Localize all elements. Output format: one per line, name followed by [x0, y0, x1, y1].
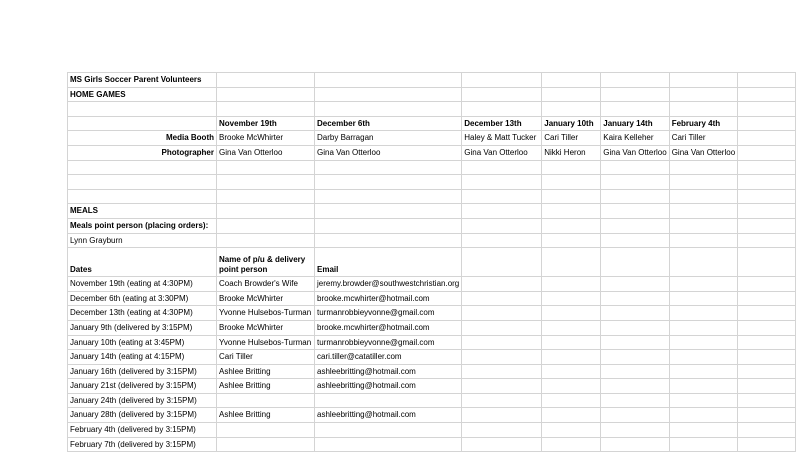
- meal-date: February 4th (delivered by 3:15PM): [68, 423, 217, 438]
- empty-cell: [738, 364, 796, 379]
- empty-cell: [669, 291, 737, 306]
- empty-cell: [542, 248, 601, 277]
- empty-cell: [669, 204, 737, 219]
- sheet-row: [68, 437, 796, 452]
- empty-cell: [68, 102, 217, 117]
- empty-cell: [68, 116, 217, 131]
- meal-date: January 28th (delivered by 3:15PM): [68, 408, 217, 423]
- game-date-header: December 13th: [462, 116, 542, 131]
- empty-cell: [217, 189, 315, 204]
- empty-cell: [738, 218, 796, 233]
- empty-cell: [738, 335, 796, 350]
- meal-volunteer: Brooke McWhirter: [217, 320, 315, 335]
- meal-date: January 14th (eating at 4:15PM): [68, 350, 217, 365]
- empty-cell: [542, 393, 601, 408]
- role-volunteer: Gina Van Otterloo: [315, 145, 462, 160]
- empty-cell: [462, 189, 542, 204]
- empty-cell: [738, 248, 796, 277]
- role-volunteer: Gina Van Otterloo: [462, 145, 542, 160]
- role-label: Photographer: [68, 145, 217, 160]
- role-volunteer: Gina Van Otterloo: [601, 145, 669, 160]
- empty-cell: [217, 102, 315, 117]
- sheet-row: [68, 116, 796, 131]
- empty-cell: [601, 102, 669, 117]
- meal-email: jeremy.browder@southwestchristian.org: [315, 277, 462, 292]
- empty-cell: [462, 393, 542, 408]
- role-volunteer: Brooke McWhirter: [217, 131, 315, 146]
- empty-cell: [601, 306, 669, 321]
- role-volunteer: Cari Tiller: [542, 131, 601, 146]
- role-volunteer: Haley & Matt Tucker: [462, 131, 542, 146]
- sheet-row: [68, 320, 796, 335]
- meal-email: [315, 437, 462, 452]
- empty-cell: [462, 320, 542, 335]
- meals-point-person: Lynn Grayburn: [68, 233, 217, 248]
- role-volunteer: Gina Van Otterloo: [217, 145, 315, 160]
- empty-cell: [601, 423, 669, 438]
- sheet-row: [68, 423, 796, 438]
- empty-cell: [738, 320, 796, 335]
- meal-volunteer: Yvonne Hulsebos-Turman: [217, 335, 315, 350]
- meal-date: December 6th (eating at 3:30PM): [68, 291, 217, 306]
- empty-cell: [669, 335, 737, 350]
- sheet-row: [68, 189, 796, 204]
- email-header: Email: [315, 248, 462, 277]
- empty-cell: [315, 189, 462, 204]
- meal-email: ashleebritting@hotmail.com: [315, 364, 462, 379]
- empty-cell: [738, 102, 796, 117]
- meal-volunteer: Coach Browder's Wife: [217, 277, 315, 292]
- sheet-row: [68, 350, 796, 365]
- empty-cell: [217, 218, 315, 233]
- empty-cell: [669, 277, 737, 292]
- meal-volunteer: Ashlee Britting: [217, 364, 315, 379]
- empty-cell: [315, 73, 462, 88]
- meal-email: cari.tiller@catatiller.com: [315, 350, 462, 365]
- meals-point-person-label: Meals point person (placing orders):: [68, 218, 217, 233]
- role-volunteer: Darby Barragan: [315, 131, 462, 146]
- empty-cell: [462, 437, 542, 452]
- sheet-row: [68, 306, 796, 321]
- empty-cell: [542, 233, 601, 248]
- empty-cell: [669, 160, 737, 175]
- meals-heading: MEALS: [68, 204, 217, 219]
- empty-cell: [601, 204, 669, 219]
- empty-cell: [462, 218, 542, 233]
- empty-cell: [738, 277, 796, 292]
- meal-date: February 7th (delivered by 3:15PM): [68, 437, 217, 452]
- empty-cell: [462, 87, 542, 102]
- meal-email: [315, 393, 462, 408]
- volunteer-sheet: [67, 72, 796, 452]
- empty-cell: [601, 218, 669, 233]
- empty-cell: [601, 335, 669, 350]
- empty-cell: [738, 189, 796, 204]
- meal-volunteer: [217, 437, 315, 452]
- meal-email: ashleebritting@hotmail.com: [315, 408, 462, 423]
- empty-cell: [315, 233, 462, 248]
- meal-date: November 19th (eating at 4:30PM): [68, 277, 217, 292]
- meal-email: ashleebritting@hotmail.com: [315, 379, 462, 394]
- empty-cell: [462, 306, 542, 321]
- empty-cell: [542, 364, 601, 379]
- sheet-row: [68, 335, 796, 350]
- meal-date: January 16th (delivered by 3:15PM): [68, 364, 217, 379]
- empty-cell: [669, 364, 737, 379]
- empty-cell: [315, 218, 462, 233]
- sheet-row: [68, 145, 796, 160]
- empty-cell: [601, 350, 669, 365]
- empty-cell: [542, 175, 601, 190]
- empty-cell: [669, 102, 737, 117]
- empty-cell: [542, 423, 601, 438]
- meal-email: brooke.mcwhirter@hotmail.com: [315, 320, 462, 335]
- empty-cell: [601, 379, 669, 394]
- empty-cell: [669, 320, 737, 335]
- sheet-row: [68, 87, 796, 102]
- empty-cell: [542, 291, 601, 306]
- empty-cell: [669, 379, 737, 394]
- meal-email: turmanrobbieyvonne@gmail.com: [315, 306, 462, 321]
- empty-cell: [462, 102, 542, 117]
- empty-cell: [462, 277, 542, 292]
- meal-volunteer: [217, 423, 315, 438]
- empty-cell: [601, 393, 669, 408]
- meal-date: January 10th (eating at 3:45PM): [68, 335, 217, 350]
- meal-date: January 24th (delivered by 3:15PM): [68, 393, 217, 408]
- empty-cell: [669, 73, 737, 88]
- empty-cell: [669, 408, 737, 423]
- empty-cell: [542, 87, 601, 102]
- empty-cell: [601, 320, 669, 335]
- empty-cell: [601, 277, 669, 292]
- empty-cell: [462, 291, 542, 306]
- home-games-heading: HOME GAMES: [68, 87, 217, 102]
- game-date-header: January 10th: [542, 116, 601, 131]
- empty-cell: [462, 204, 542, 219]
- empty-cell: [542, 306, 601, 321]
- empty-cell: [738, 145, 796, 160]
- empty-cell: [542, 379, 601, 394]
- game-date-header: November 19th: [217, 116, 315, 131]
- empty-cell: [68, 189, 217, 204]
- empty-cell: [669, 393, 737, 408]
- sheet-row: [68, 175, 796, 190]
- sheet-title: MS Girls Soccer Parent Volunteers: [68, 73, 217, 88]
- meal-volunteer: Brooke McWhirter: [217, 291, 315, 306]
- empty-cell: [542, 218, 601, 233]
- empty-cell: [68, 175, 217, 190]
- empty-cell: [601, 175, 669, 190]
- empty-cell: [669, 423, 737, 438]
- empty-cell: [601, 437, 669, 452]
- empty-cell: [462, 408, 542, 423]
- sheet-row: [68, 393, 796, 408]
- empty-cell: [738, 423, 796, 438]
- empty-cell: [315, 102, 462, 117]
- empty-cell: [738, 437, 796, 452]
- empty-cell: [542, 160, 601, 175]
- sheet-row: [68, 131, 796, 146]
- meal-email: turmanrobbieyvonne@gmail.com: [315, 335, 462, 350]
- empty-cell: [738, 87, 796, 102]
- empty-cell: [462, 423, 542, 438]
- meal-email: brooke.mcwhirter@hotmail.com: [315, 291, 462, 306]
- empty-cell: [462, 175, 542, 190]
- sheet-row: [68, 204, 796, 219]
- game-date-header: December 6th: [315, 116, 462, 131]
- empty-cell: [217, 160, 315, 175]
- empty-cell: [601, 408, 669, 423]
- empty-cell: [462, 379, 542, 394]
- meal-email: [315, 423, 462, 438]
- empty-cell: [601, 233, 669, 248]
- empty-cell: [462, 233, 542, 248]
- empty-cell: [601, 189, 669, 204]
- empty-cell: [462, 335, 542, 350]
- sheet-row: [68, 379, 796, 394]
- empty-cell: [669, 87, 737, 102]
- empty-cell: [542, 73, 601, 88]
- empty-cell: [601, 160, 669, 175]
- sheet-row: [68, 218, 796, 233]
- empty-cell: [542, 437, 601, 452]
- empty-cell: [315, 175, 462, 190]
- empty-cell: [217, 233, 315, 248]
- empty-cell: [738, 408, 796, 423]
- empty-cell: [669, 175, 737, 190]
- empty-cell: [315, 204, 462, 219]
- empty-cell: [738, 160, 796, 175]
- sheet-row: [68, 364, 796, 379]
- empty-cell: [669, 218, 737, 233]
- dates-header: Dates: [68, 248, 217, 277]
- meal-date: January 9th (delivered by 3:15PM): [68, 320, 217, 335]
- empty-cell: [601, 87, 669, 102]
- empty-cell: [738, 379, 796, 394]
- sheet-row: [68, 248, 796, 277]
- meal-date: December 13th (eating at 4:30PM): [68, 306, 217, 321]
- empty-cell: [601, 364, 669, 379]
- empty-cell: [601, 73, 669, 88]
- game-date-header: January 14th: [601, 116, 669, 131]
- empty-cell: [669, 233, 737, 248]
- empty-cell: [669, 189, 737, 204]
- empty-cell: [738, 175, 796, 190]
- name-header: Name of p/u & delivery point person: [217, 248, 315, 277]
- sheet-row: [68, 408, 796, 423]
- sheet-row: [68, 291, 796, 306]
- empty-cell: [601, 248, 669, 277]
- role-volunteer: Gina Van Otterloo: [669, 145, 737, 160]
- role-volunteer: Nikki Heron: [542, 145, 601, 160]
- empty-cell: [738, 393, 796, 408]
- role-label: Media Booth: [68, 131, 217, 146]
- sheet-row: [68, 102, 796, 117]
- sheet-row: [68, 277, 796, 292]
- empty-cell: [669, 248, 737, 277]
- empty-cell: [738, 306, 796, 321]
- empty-cell: [217, 73, 315, 88]
- empty-cell: [462, 364, 542, 379]
- empty-cell: [462, 350, 542, 365]
- meal-volunteer: Ashlee Britting: [217, 379, 315, 394]
- empty-cell: [542, 320, 601, 335]
- empty-cell: [738, 350, 796, 365]
- empty-cell: [217, 204, 315, 219]
- empty-cell: [669, 437, 737, 452]
- empty-cell: [217, 175, 315, 190]
- empty-cell: [217, 87, 315, 102]
- empty-cell: [738, 73, 796, 88]
- empty-cell: [462, 73, 542, 88]
- meal-volunteer: Yvonne Hulsebos-Turman: [217, 306, 315, 321]
- meal-volunteer: Ashlee Britting: [217, 408, 315, 423]
- empty-cell: [738, 204, 796, 219]
- meal-volunteer: Cari Tiller: [217, 350, 315, 365]
- empty-cell: [669, 306, 737, 321]
- sheet-row: [68, 233, 796, 248]
- role-volunteer: Kaira Kelleher: [601, 131, 669, 146]
- empty-cell: [462, 248, 542, 277]
- empty-cell: [315, 87, 462, 102]
- empty-cell: [315, 160, 462, 175]
- empty-cell: [542, 189, 601, 204]
- empty-cell: [738, 233, 796, 248]
- empty-cell: [542, 350, 601, 365]
- empty-cell: [738, 131, 796, 146]
- empty-cell: [542, 204, 601, 219]
- meal-date: January 21st (delivered by 3:15PM): [68, 379, 217, 394]
- game-date-header: February 4th: [669, 116, 737, 131]
- empty-cell: [542, 335, 601, 350]
- empty-cell: [542, 102, 601, 117]
- empty-cell: [542, 277, 601, 292]
- empty-cell: [601, 291, 669, 306]
- meal-volunteer: [217, 393, 315, 408]
- empty-cell: [669, 350, 737, 365]
- sheet-row: [68, 73, 796, 88]
- empty-cell: [462, 160, 542, 175]
- empty-cell: [738, 116, 796, 131]
- empty-cell: [68, 160, 217, 175]
- role-volunteer: Cari Tiller: [669, 131, 737, 146]
- sheet-row: [68, 160, 796, 175]
- empty-cell: [542, 408, 601, 423]
- empty-cell: [738, 291, 796, 306]
